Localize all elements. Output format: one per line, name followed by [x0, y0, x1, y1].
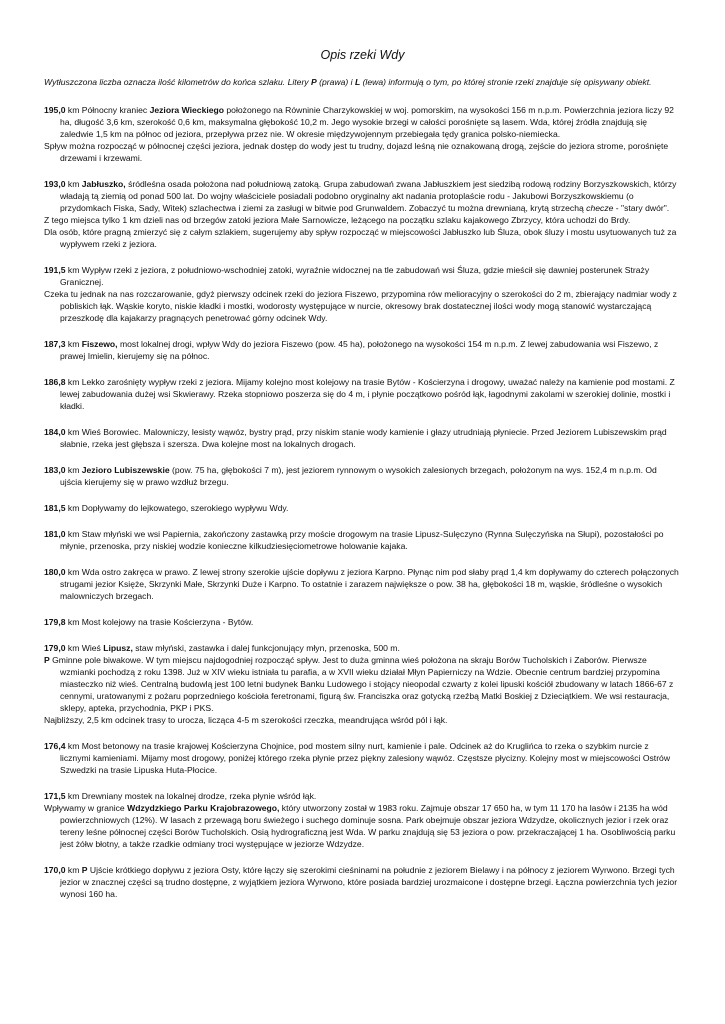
- entry-186-8: [44, 376, 681, 412]
- entry-paragraph: [44, 376, 681, 412]
- entry-183: [44, 464, 681, 488]
- entry-170: [44, 864, 681, 900]
- entry-italic: checze: [586, 203, 614, 213]
- entry-176-4: [44, 740, 681, 776]
- entry-193: [44, 178, 681, 250]
- km-marker: 186,8: [44, 377, 66, 387]
- entry-highlight: Fiszewo,: [81, 339, 118, 349]
- entry-text: km Drewniany mostek na lokalnej drodze, rzeka płynie wśród łąk.: [65, 791, 317, 801]
- side-marker-p: P: [81, 865, 88, 875]
- entry-text: km: [65, 865, 82, 875]
- intro-text-3: (lewa) informują o tym, po której stronie rzeki znajduje się opisywany obiekt.: [360, 77, 652, 87]
- entry-text: - "stary dwór".: [613, 203, 670, 213]
- entry-179-8: [44, 616, 681, 628]
- entry-text: km: [65, 465, 82, 475]
- intro-paragraph: [44, 76, 681, 88]
- entry-paragraph: [44, 740, 681, 776]
- entry-highlight: Jeziora Wieckiego: [149, 105, 225, 115]
- km-marker: 193,0: [44, 179, 66, 189]
- entry-paragraph: [44, 528, 681, 552]
- intro-text-2: (prawa) i: [316, 77, 355, 87]
- entry-195: [44, 104, 681, 164]
- side-marker-p: P: [44, 655, 50, 665]
- entry-highlight: Jabłuszko,: [81, 179, 126, 189]
- entry-text: km: [65, 179, 82, 189]
- entry-181: [44, 528, 681, 552]
- entry-paragraph: Dla osób, które pragną zmierzyć się z całym szlakiem, sugerujemy aby spływ rozpocząć w miejscowości Jabłuszko lub Śluza, obok śluzy i mostu usytuowanych tuż za wypływem rzeki z jeziora.: [44, 227, 677, 249]
- entry-paragraph: Spływ można rozpocząć w północnej części jeziora, jednak dostęp do wody jest tu trudny, dojazd leśną nie oznakowaną drogą, zejście do jeziora strome, porośnięte drzewami i krzewami.: [44, 141, 669, 163]
- document-title: Opis rzeki Wdy: [320, 48, 405, 62]
- entry-text: który utworzony został w 1983 roku. Zajmuje obszar 17 650 ha, w tym 11 170 ha lasów i 2135 ha wód powierzchniowych (12%). W lasach z przewagą boru świeżego i suchego dominuje sosna. Park obejmuje obszar jeziora Wdzydze, okolicznych jezior i rzek oraz tereny leśne północnej części Borów Tucholskich. Osią hydrograficzną jest Wda. W parku znajdują się 53 jeziora o pow. przekraczającej 1 ha. Osobliwością parku jest żółw błotny, a także rzadkie odmiany troci występujące w jeziorze Wdzydze.: [60, 803, 676, 849]
- entry-text: km Północny kraniec: [65, 105, 150, 115]
- intro-letter-l: L: [354, 77, 361, 87]
- entry-highlight: Wdzydzkiego Parku Krajobrazowego,: [127, 803, 280, 813]
- entry-171-5: [44, 790, 681, 850]
- km-marker: 181,0: [44, 529, 66, 539]
- entry-text: położonego na Równinie Charzykowskiej w woj. pomorskim, na wysokości 156 m n.p.m. Powierzchnia jeziora liczy 92 ha, długość 3,6 km, szerokość 0,6 km, maksymalna głębokość 10,2 m. Jego wysokie brzegi w całości porośnięte są lasem. Wda, której źródła znajdują się zaledwie 1,5 km na północ od jeziora, przepływa przez nie. W okresie międzywojennym przebiegała tędy granica polsko-niemiecka.: [60, 105, 674, 139]
- entry-paragraph: Czeka tu jednak na nas rozczarowanie, gdyż pierwszy odcinek rzeki do jeziora Fiszewo, przypomina rów melioracyjny o szerokości do 2 m, zbierający nadmiar wody z pobliskich łąk. Wąskie koryto, niskie kładki i mostki, wodorosty występujące w nurcie, okresowy brak dostatecznej ilości wody mogą stanowić wystarczającą przeszkodę dla kajakarzy pragnących penetrować górny odcinek Wdy.: [44, 289, 677, 323]
- entry-text: km Dopływamy do lejkowatego, szerokiego wypływu Wdy.: [65, 503, 289, 513]
- km-marker: 183,0: [44, 465, 66, 475]
- entry-paragraph: [44, 654, 681, 714]
- entry-paragraph: [44, 802, 681, 850]
- entry-paragraph: [44, 264, 681, 288]
- entry-text: km Wieś: [65, 643, 104, 653]
- entry-text: km: [65, 339, 82, 349]
- entry-paragraph: [44, 566, 681, 602]
- entry-text: staw młyński, zastawka i dalej funkcjonujący młyn, przenoska, 500 m.: [132, 643, 400, 653]
- km-marker: 184,0: [44, 427, 66, 437]
- entry-text: km Wypływ rzeki z jeziora, z południowo-wschodniej zatoki, wyraźnie widocznej na tle zabudowań wsi Śluza, gdzie mieścił się dawniej posterunek Straży Granicznej.: [60, 265, 650, 287]
- entry-text: Gminne pole biwakowe. W tym miejscu najdogodniej rozpocząć spływ. Jest to duża gminna wieś położona na skraju Borów Tucholskich i Zaborów. Pierwsze wzmianki pochodzą z roku 1398. Już w XIV wieku istniała tu parafia, a w XVII wieku działał Młyn Papierniczy na Wdzie. Obecnie centrum bardziej przypomina miasteczko niż wieś. Centralną budowlą jest 100 letni budynek Banku Ludowego i stojący nieopodal czwarty z kolei lipuski kościół zbudowany w latach 1866-67 z cennymi, uratowanymi z pożaru poprzedniego kościoła feretronami, figurą św. Franciszka oraz gotycką rzeźbą Matki Boskiej z Dzieciątkiem. We wsi restauracja, sklepy, apteka, przychodnia, PKP i PKS.: [49, 655, 674, 713]
- entry-highlight: Jezioro Lubiszewskie: [81, 465, 170, 475]
- entry-text: km Most kolejowy na trasie Kościerzyna - Bytów.: [65, 617, 254, 627]
- entry-181-5: [44, 502, 681, 514]
- entry-paragraph: [44, 790, 681, 802]
- entry-paragraph: [44, 104, 681, 140]
- entry-text: śródleśna osada położona nad południową zatoką. Grupa zabudowań zwana Jabłuszkiem jest siedzibą rodową rodziny Borzyszkowskich, którzy władają tą ziemią od ponad 500 lat. Do wojny właściciele posiadali podobno oryginalny akt nadania protoplaście rodu - Jakubowi Borzyszkowskiemu (o przydomkach Fiska, Sady, Witek) szlachectwa i ziemi za zasługi w bitwie pod Grunwaldem. Zobaczyć tu można drewnianą, krytą strzechą: [60, 179, 677, 213]
- entry-text: km Most betonowy na trasie krajowej Kościerzyna Chojnice, pod mostem silny nurt, kamienie i pale. Odcinek aż do Kruglińca to rzeka o szybkim nurcie z licznymi kamieniami. Mijamy most drogowy, poniżej którego rzeka płynie przez piękny zalesiony wąwóz. Częstsze płycizny. Kolejny most w miejscowości Ostrów Szwedzki na trasie Lipuska Huta-Płocice.: [60, 741, 671, 775]
- entry-text: Wpływamy w granice: [44, 803, 128, 813]
- km-marker: 181,5: [44, 503, 66, 513]
- entry-text: (pow. 75 ha, głębokości 7 m), jest jeziorem rynnowym o wysokich zalesionych brzegach, położonym na wys. 152,4 m n.p.m. Od ujścia kierujemy się w prawo wzdłuż brzegu.: [60, 465, 657, 487]
- entry-paragraph: [44, 864, 681, 900]
- km-marker: 180,0: [44, 567, 66, 577]
- entry-paragraph: [44, 502, 681, 514]
- entry-paragraph: Najbliższy, 2,5 km odcinek trasy to urocza, licząca 4-5 m szerokości rzeczka, meandrująca wśród pól i łąk.: [44, 715, 448, 725]
- entry-paragraph: [44, 464, 681, 488]
- entry-paragraph: [44, 338, 681, 362]
- km-marker: 195,0: [44, 105, 66, 115]
- entry-text: km Lekko zarośnięty wypływ rzeki z jeziora. Mijamy kolejno most kolejowy na trasie Bytów - Kościerzyna i drogowy, uważać należy na kamienie pod mostami. Z lewej zabudowania dużej wsi Skwierawy. Rzeka stopniowo poszerza się do 4 m, i płynie początkowo pośród łąk, łagodnymi zakolami w szerokiej dolinie, mostki i kładki.: [60, 377, 675, 411]
- entry-191-5: [44, 264, 681, 324]
- entry-paragraph: [44, 426, 681, 450]
- entry-paragraph: Z tego miejsca tylko 1 km dzieli nas od brzegów zatoki jeziora Małe Sarnowicze, leżącego na początku szlaku kajakowego Zbrzycy, która uchodzi do Brdy.: [44, 215, 631, 225]
- km-marker: 179,8: [44, 617, 66, 627]
- km-marker: 170,0: [44, 865, 66, 875]
- entry-text: km Staw młyński we wsi Papiernia, zakończony zastawką przy moście drogowym na trasie Lipusz-Sulęczyno (Rynna Sulęczyńska na Słupi), pozostałości po młynie, przenoska, przy niskiej wodzie konieczne kilkudziesięciometrowe holowanie kajaka.: [60, 529, 664, 551]
- entry-179: [44, 642, 681, 726]
- entry-text: most lokalnej drogi, wpływ Wdy do jeziora Fiszewo (pow. 45 ha), położonego na wysokości 154 m n.p.m. Z lewej zabudowania wsi Fiszewo, z prawej Imielin, kierujemy się na północ.: [60, 339, 659, 361]
- entry-184: [44, 426, 681, 450]
- entry-paragraph: [44, 616, 681, 628]
- km-marker: 171,5: [44, 791, 66, 801]
- km-marker: 176,4: [44, 741, 66, 751]
- entry-text: km Wda ostro zakręca w prawo. Z lewej strony szerokie ujście dopływu z jeziora Karpno. Płynąc nim pod słaby prąd 1,4 km dopływamy do czterech połączonych strugami jezior Księże, Skrzynki Małe, Skrzynki Duże i Karpno. To ostatnie i zarazem największe o pow. 38 ha, głębokości 18 m, wąskie, śródleśne o wysokich malowniczych brzegach.: [60, 567, 679, 601]
- intro-text-1: Wytłuszczona liczba oznacza ilość kilometrów do końca szlaku. Litery: [44, 77, 311, 87]
- entry-text: Ujście krótkiego dopływu z jeziora Osty, które łączy się szerokimi cieśninami na południe z jeziorem Bielawy i na północy z jeziorem Wyrwono. Brzegi tych jezior w znacznej części są trudno dostępne, z wyjątkiem jeziora Wyrwono, które posiada bardziej urozmaicone i dostępne brzegi. Łączna powierzchnia tych jezior wynosi 160 ha.: [60, 865, 678, 899]
- entry-187-3: [44, 338, 681, 362]
- entry-text: km Wieś Borowiec. Malowniczy, lesisty wąwóz, bystry prąd, przy niskim stanie wody kamienie i głazy utrudniają płyniecie. Przed Jeziorem Lubiszewskim prąd słabnie, rzeka jest głębsza i szersza. Dwa kolejne most na lokalnych drogach.: [60, 427, 667, 449]
- entry-paragraph: [44, 642, 681, 654]
- km-marker: 187,3: [44, 339, 66, 349]
- entry-highlight: Lipusz,: [103, 643, 133, 653]
- km-marker: 191,5: [44, 265, 66, 275]
- km-marker: 179,0: [44, 643, 66, 653]
- intro-letter-p: P: [311, 77, 317, 87]
- entry-paragraph: [44, 178, 681, 214]
- entry-180: [44, 566, 681, 602]
